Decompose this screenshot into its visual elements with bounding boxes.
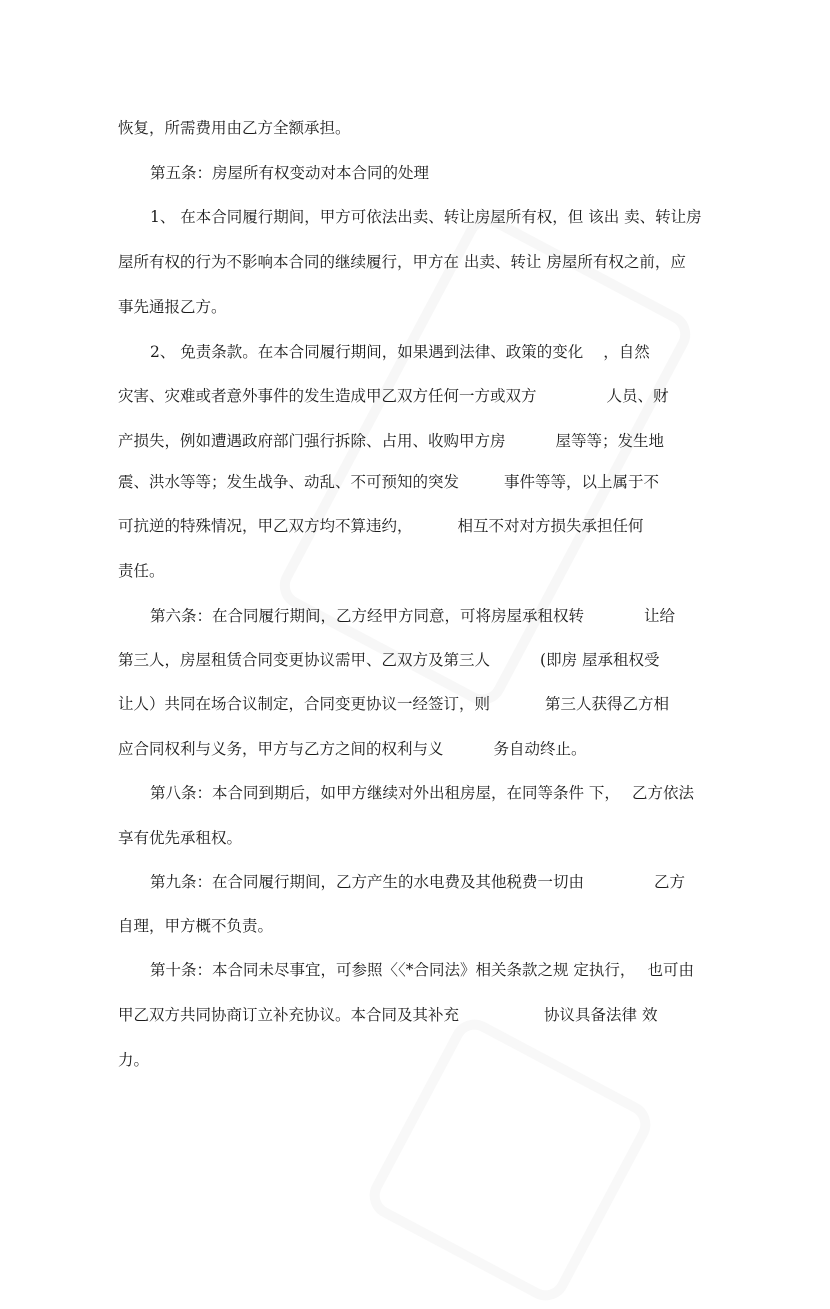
text-line: 恢复，所需费用由乙方全额承担。	[118, 119, 351, 137]
text-line: 第三人，房屋租赁合同变更协议需甲、乙双方及第三人 (即房 屋承租权受	[118, 651, 660, 669]
clause-9-text: 第九条：在合同履行期间，乙方产生的水电费及其他税费一切由 乙方	[150, 873, 686, 891]
text-line: 事先通报乙方。	[118, 298, 227, 316]
text-line: 屋所有权的行为不影响本合同的继续履行，甲方在 出卖、转让 房屋所有权之前，应	[118, 253, 686, 271]
watermark-logo	[271, 207, 698, 713]
text-line: 2、 免责条款。在本合同履行期间，如果遇到法律、政策的变化 ，自然	[150, 343, 650, 361]
text-line: 产损失，例如遭遇政府部门强行拆除、占用、收购甲方房 屋等等；发生地	[118, 432, 665, 450]
text-line: 灾害、灾难或者意外事件的发生造成甲乙双方任何一方或双方 人员、财	[118, 387, 669, 405]
text-line: 甲乙双方共同协商订立补充协议。本合同及其补充 协议具备法律 效	[118, 1006, 658, 1024]
text-line: 震、洪水等等；发生战争、动乱、不可预知的突发 事件等等，以上属于不	[118, 473, 660, 491]
clause-5-heading: 第五条：房屋所有权变动对本合同的处理	[150, 164, 430, 182]
watermark-logo-lower	[361, 1011, 659, 1309]
text-line: 享有优先承租权。	[118, 829, 243, 847]
text-line: 让人）共同在场合议制定，合同变更协议一经签订，则 第三人获得乙方相	[118, 695, 670, 713]
text-line: 应合同权利与义务，甲方与乙方之间的权利与义 务自动终止。	[118, 740, 587, 758]
text-line: 责任。	[118, 562, 165, 580]
clause-6-text: 第六条：在合同履行期间，乙方经甲方同意，可将房屋承租权转 让给	[150, 607, 676, 625]
clause-8-text: 第八条：本合同到期后，如甲方继续对外出租房屋，在同等条件 下， 乙方依法	[150, 784, 694, 802]
text-line: 1、 在本合同履行期间，甲方可依法出卖、转让房屋所有权，但 该出 卖、转让房	[150, 208, 702, 226]
clause-10-text: 第十条：本合同未尽事宜，可参照〈〈*合同法》相关条款之规 定执行， 也可由	[150, 961, 694, 979]
text-line: 自理，甲方概不负责。	[118, 917, 274, 935]
text-line: 力。	[118, 1051, 150, 1069]
text-line: 可抗逆的特殊情况，甲乙双方均不算违约， 相互不对对方损失承担任何	[118, 517, 644, 535]
